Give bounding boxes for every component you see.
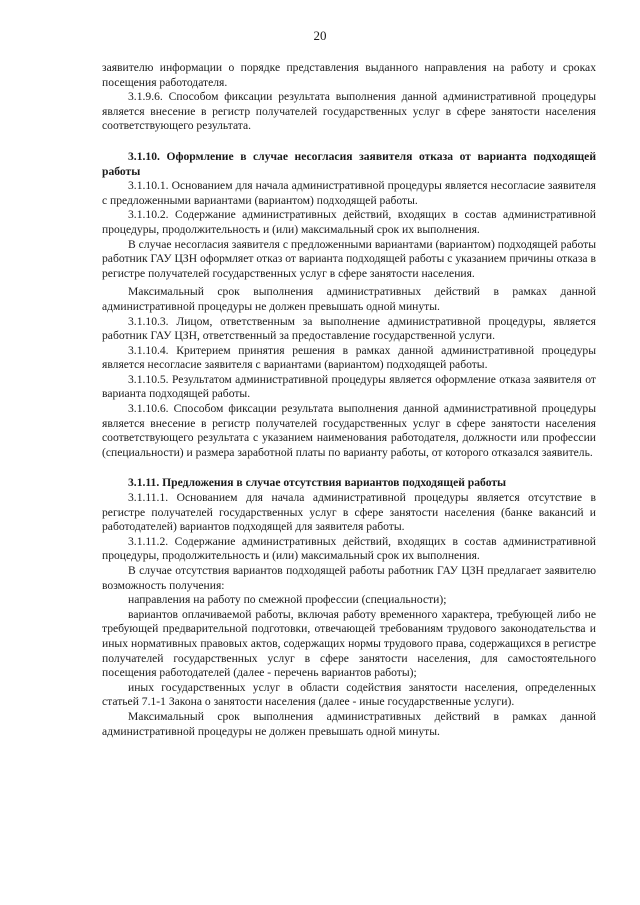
paragraph: заявителю информации о порядке представления выданного направления на работу и сроках посещения работодателя. [102,61,596,89]
list-item: направления на работу по смежной профессии (специальности); [128,593,447,607]
paragraph: 3.1.10.2. Содержание административных действий, входящих в состав административной процедуры, продолжительность и (или) максимальный срок их выполнения. [102,208,596,236]
paragraph: 3.1.11.1. Основанием для начала административной процедуры является отсутствие в регистре получателей государственных услуг в сфере занятости населения (банке вакансий и работодателей) вариантов подходящей для заявителя работы. [102,491,596,534]
paragraph: 3.1.11.2. Содержание административных действий, входящих в состав административной процедуры, продолжительность и (или) максимальный срок их выполнения. [102,534,596,563]
section-heading-3-1-11: 3.1.11. Предложения в случае отсутствия вариантов подходящей работы [128,476,507,490]
document-body [102,61,596,739]
paragraph: Максимальный срок выполнения административных действий в рамках данной административной процедуры не должен превышать одной минуты. [102,709,596,738]
paragraph: Максимальный срок выполнения административных действий в рамках данной административной процедуры не должен превышать одной минуты. [102,285,596,313]
page-number: 20 [313,28,327,43]
section-heading-3-1-10: 3.1.10. Оформление в случае несогласия заявителя отказа от варианта подходящей работы [102,149,596,178]
paragraph: 3.1.10.5. Результатом административной процедуры является оформление отказа заявителя от варианта подходящей работы. [102,372,596,401]
paragraph: 3.1.10.1. Основанием для начала административной процедуры является несогласие заявителя с предложенными вариантами (вариантом) подходящей работы. [102,179,596,207]
paragraph: В случае отсутствия вариантов подходящей работы работник ГАУ ЦЗН предлагает заявителю возможность получения: [102,564,596,592]
paragraph: 3.1.10.4. Критерием принятия решения в рамках данной административной процедуры является несогласие заявителя с вариантами (вариантом) подходящей работы. [102,343,596,372]
paragraph: В случае несогласия заявителя с предложенными вариантами (вариантом) подходящей работы работник ГАУ ЦЗН оформляет отказ от варианта подходящей работы с указанием причины отказа в регистре получателей государственных услуг в сфере занятости населения. [102,237,596,280]
list-item: иных государственных услуг в области содействия занятости населения, определенных статьей 7.1-1 Закона о занятости населения (далее - иные государственные услуги). [102,680,596,709]
list-item: вариантов оплачиваемой работы, включая работу временного характера, требующей либо не требующей предварительной подготовки, отвечающей требованиям трудового законодательства и иных нормативных правовых актов, содержащих нормы трудового права, содержащихся в регистре получателей государственных услуг в сфере занятости населения, для самостоятельного посещения работодателей (далее - перечень вариантов работы); [102,607,596,680]
paragraph: 3.1.9.6. Способом фиксации результата выполнения данной административной процедуры является внесение в регистр получателей государственных услуг в сфере занятости населения соответствующего результата. [102,90,596,133]
paragraph: 3.1.10.6. Способом фиксации результата выполнения данной административной процедуры является внесение в регистр получателей государственных услуг в сфере занятости населения соответствующего результата с указанием наименования работодателя, должности или профессии (специальности) и размера заработной платы по варианту работы, от которого отказался заявитель. [102,402,596,459]
paragraph: 3.1.10.3. Лицом, ответственным за выполнение административной процедуры, является работник ГАУ ЦЗН, ответственный за предоставление государственной услуги. [102,314,596,343]
